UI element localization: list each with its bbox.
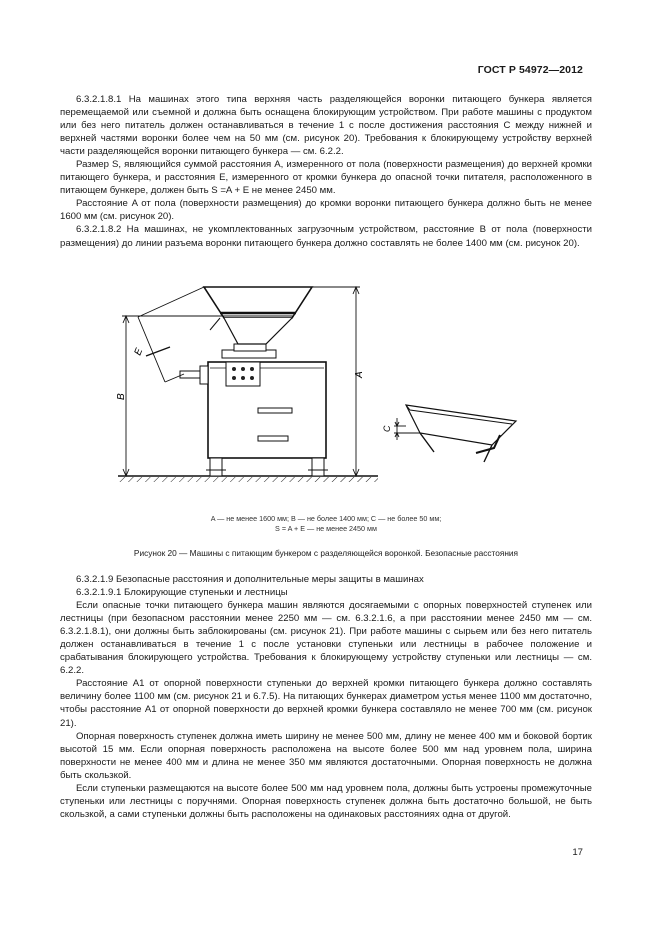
- label-b: B: [116, 393, 127, 400]
- text-block-bottom: [60, 573, 592, 821]
- floor: [118, 476, 378, 482]
- section-heading: 6.3.2.1.9 Безопасные расстояния и дополнительные меры защиты в машинах: [76, 574, 424, 585]
- figure-legend-line-1: A — не менее 1600 мм; B — не более 1400 мм; C — не более 50 мм;: [210, 514, 442, 523]
- text-block-top: [60, 93, 592, 250]
- page-number: 17: [572, 847, 583, 858]
- paragraph: Размер S, являющийся суммой расстояния A, измеренного от пола (поверхности размещения) до верхней кромки питающего бункера, и расстояния E, измеренного от кромки бункера до опасной точки питателя, расположенного в питающем бункере, должен быть S =A + E не менее 2450 мм.: [60, 159, 592, 197]
- paragraph: Если ступеньки размещаются на высоте более 500 мм над уровнем пола, должны быть устроены промежуточные ступеньки или лестницы с поручнями. Опорная поверхность ступенек должна быть достаточно большой, не быть скользкой, а сами ступеньки должны быть расположены на одинаковых расстояниях одна от другой.: [60, 782, 592, 820]
- figure-legend-line-2: S = A + E — не менее 2450 мм: [275, 524, 377, 533]
- paragraph: Расстояние A1 от опорной поверхности ступеньки до верхней кромки питающего бункера должно составлять величину более 1100 мм (см. рисунок 21 и 6.7.5). На питающих бункерах диаметром устья менее 1100 мм достаточно, чтобы расстояние A1 от опорной поверхности до верхней кромки бункера составляло не менее 700 мм (см. рисунок 21).: [60, 678, 592, 729]
- figure-caption: Рисунок 20 — Машины с питающим бункером с разделяющейся воронкой. Безопасные расстояния: [133, 548, 519, 558]
- hopper-funnel: [204, 287, 312, 344]
- label-c: C: [382, 425, 392, 432]
- label-a: A: [354, 371, 365, 378]
- label-e: E: [132, 346, 146, 358]
- detail-funnel: [394, 405, 516, 462]
- paragraph: 6.3.2.1.8.1 На машинах этого типа верхняя часть разделяющейся воронки питающего бункера является перемещаемой или съемной и должна быть оснащена блокирующим устройством. При работе машины с продуктом или без него питатель должен останавливаться в течение 1 с после достижения расстояния C между нижней и верхней частями воронки более чем на 50 мм (см. рисунок 20). Требования к блокирующему устройству верхней части разделяющейся воронки питающего бункера — см. 6.2.2.: [60, 94, 592, 158]
- paragraph: Если опасные точки питающего бункера машин являются досягаемыми с опорных поверхностей ступенек или лестницы (при безопасном расстоянии менее 2250 мм — см. 6.3.2.1.6, а при расстоянии менее 2450 мм — см. 6.3.2.1.8.1), они должны быть заблокированы (см. рисунок 21). При работе машины с сырьем или без него питатель должен останавливаться в течение 1 с после установки ступеньки или лестницы в рабочее положение и срабатывания блокирующего устройства. Требования к блокирующему устройству ступеньки или лестницы — см. 6.2.2.: [60, 600, 592, 677]
- paragraph: Расстояние A от пола (поверхности размещения) до кромки воронки питающего бункера должно быть не менее 1600 мм (см. рисунок 20).: [60, 198, 592, 223]
- figure-20-drawing: [60, 270, 600, 510]
- paragraph: Опорная поверхность ступенек должна иметь ширину не менее 500 мм, длину не менее 400 мм и боковой бортик высотой 15 мм. Если опорная поверхность расположена на высоте более 500 мм над уровнем пола, ширина поверхности не менее 400 мм и длина не менее 350 мм являются достаточными. Опорная поверхность не должна быть скользкой.: [60, 730, 592, 781]
- paragraph: 6.3.2.1.8.2 На машинах, не укомплектованных загрузочным устройством, расстояние B от пола (поверхности размещения) до линии разъема воронки питающего бункера должно составлять не более 1400 мм (см. рисунок 20).: [60, 224, 592, 249]
- figure-20: [60, 270, 600, 510]
- page-header-standard: ГОСТ Р 54972—2012: [477, 64, 583, 76]
- subsection-heading: 6.3.2.1.9.1 Блокирующие ступеньки и лестницы: [76, 587, 288, 599]
